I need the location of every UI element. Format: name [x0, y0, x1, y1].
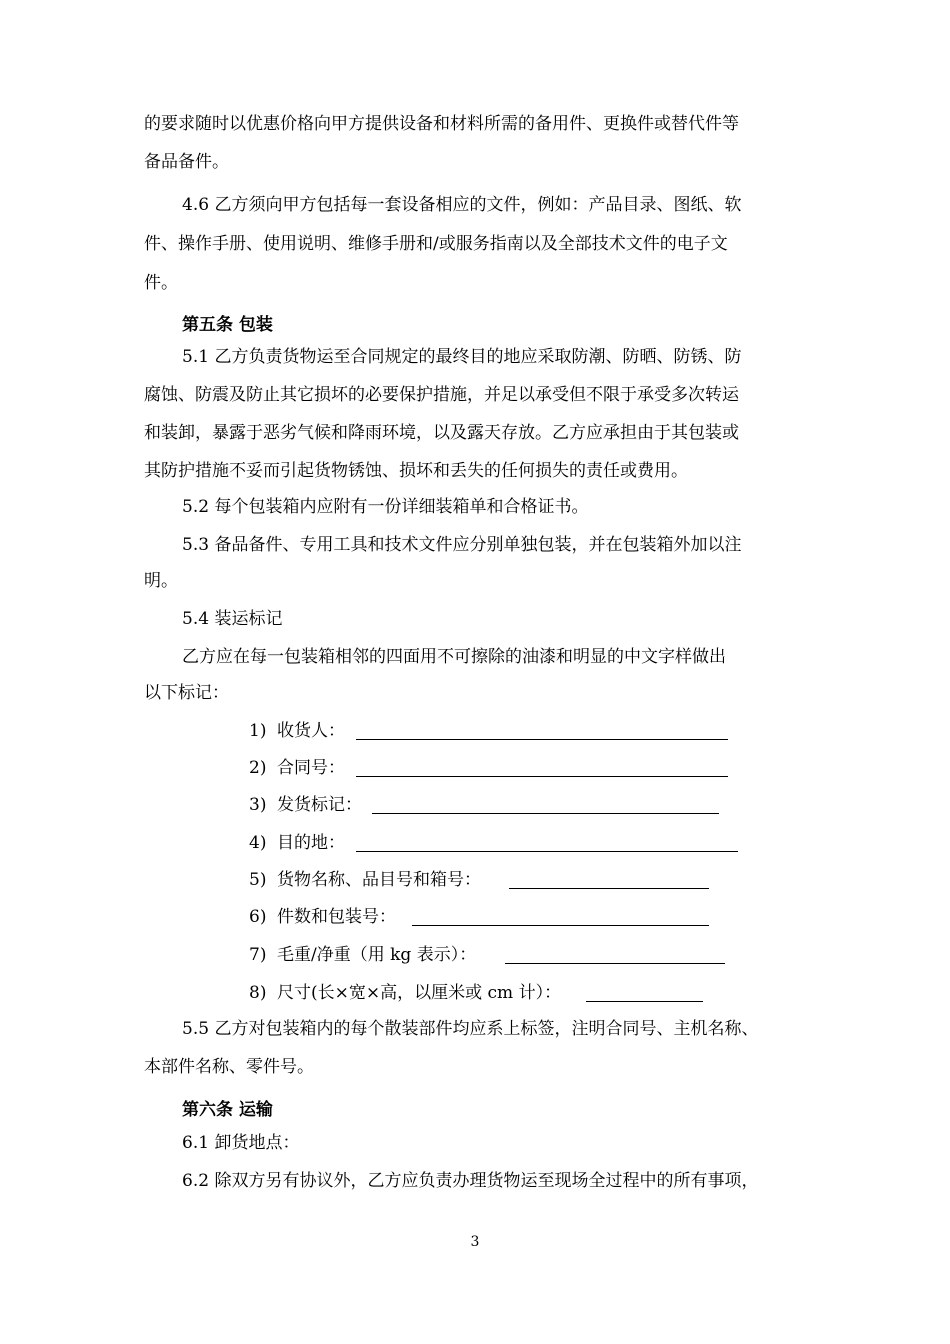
paragraph-line: 件。	[144, 273, 178, 293]
mark-item-destination	[249, 831, 345, 855]
mark-label: 货物名称、品目号和箱号：	[277, 870, 481, 890]
paragraph-line: 的要求随时以优惠价格向甲方提供设备和材料所需的备用件、更换件或替代件等	[144, 114, 739, 134]
section-heading-6: 第六条 运输	[182, 1100, 273, 1120]
paragraph-line: 和装卸，暴露于恶劣气候和降雨环境，以及露天存放。乙方应承担由于其包装或	[144, 423, 739, 443]
mark-label: 件数和包装号：	[277, 907, 396, 927]
mark-label: 收货人：	[277, 721, 345, 741]
fill-in-blank-line	[356, 739, 728, 740]
mark-item-shipping-mark	[249, 793, 362, 817]
mark-label: 尺寸(长×宽×高，以厘米或 cm 计）：	[277, 983, 562, 1003]
mark-number: 8)	[249, 983, 267, 1003]
mark-item-dimensions	[249, 981, 561, 1005]
paragraph-line: 6.2 除双方另有协议外，乙方应负责办理货物运至现场全过程中的所有事项，	[182, 1171, 759, 1191]
paragraph-line: 5.3 备品备件、专用工具和技术文件应分别单独包装，并在包装箱外加以注	[182, 535, 742, 555]
fill-in-blank-line	[509, 888, 709, 889]
paragraph-line: 5.1 乙方负责货物运至合同规定的最终目的地应采取防潮、防晒、防锈、防	[182, 347, 742, 367]
mark-item-weight	[249, 943, 476, 967]
mark-item-package-count	[249, 905, 396, 929]
paragraph-line: 其防护措施不妥而引起货物锈蚀、损坏和丢失的任何损失的责任或费用。	[144, 461, 688, 481]
fill-in-blank-line	[372, 813, 719, 814]
mark-label: 目的地：	[277, 833, 345, 853]
paragraph-line: 明。	[144, 571, 178, 591]
mark-number: 5)	[249, 870, 267, 890]
section-heading-5: 第五条 包装	[182, 315, 273, 335]
paragraph-line: 件、操作手册、使用说明、维修手册和/或服务指南以及全部技术文件的电子文	[144, 234, 728, 254]
mark-label: 发货标记：	[277, 795, 362, 815]
page-number: 3	[470, 1234, 480, 1250]
paragraph-line: 以下标记：	[144, 683, 229, 703]
mark-number: 7)	[249, 945, 267, 965]
paragraph-line: 乙方应在每一包装箱相邻的四面用不可擦除的油漆和明显的中文字样做出	[182, 647, 726, 667]
fill-in-blank-line	[356, 776, 728, 777]
mark-number: 2)	[249, 758, 267, 778]
mark-number: 6)	[249, 907, 267, 927]
paragraph-line: 6.1 卸货地点：	[182, 1133, 300, 1153]
mark-label: 合同号：	[277, 758, 345, 778]
fill-in-blank-line	[356, 851, 738, 852]
paragraph-line: 4.6 乙方须向甲方包括每一套设备相应的文件，例如：产品目录、图纸、软	[182, 195, 742, 215]
mark-label: 毛重/净重（用 kg 表示）：	[277, 945, 477, 965]
paragraph-line: 腐蚀、防震及防止其它损坏的必要保护措施，并足以承受但不限于承受多次转运	[144, 385, 739, 405]
paragraph-line: 5.2 每个包装箱内应附有一份详细装箱单和合格证书。	[182, 497, 589, 517]
mark-number: 4)	[249, 833, 267, 853]
mark-item-consignee	[249, 719, 345, 743]
fill-in-blank-line	[505, 963, 725, 964]
mark-number: 1)	[249, 721, 267, 741]
mark-number: 3)	[249, 795, 267, 815]
fill-in-blank-line	[586, 1001, 703, 1002]
paragraph-line: 5.5 乙方对包装箱内的每个散装部件均应系上标签，注明合同号、主机名称、	[182, 1019, 759, 1039]
paragraph-line: 5.4 装运标记	[182, 609, 283, 629]
fill-in-blank-line	[412, 925, 709, 926]
mark-item-contract-no	[249, 756, 345, 780]
paragraph-line: 备品备件。	[144, 152, 229, 172]
paragraph-line: 本部件名称、零件号。	[144, 1057, 314, 1077]
mark-item-goods-name	[249, 868, 481, 892]
